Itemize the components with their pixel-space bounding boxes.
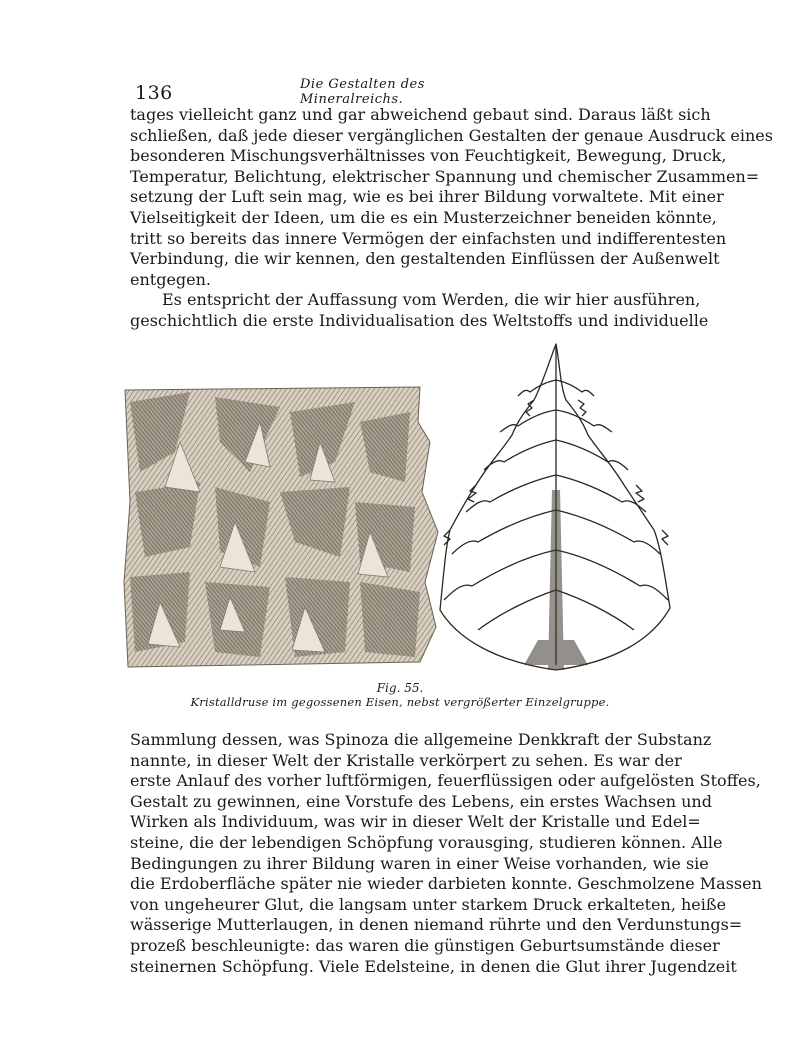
text-line: schließen, daß jede dieser vergänglichen Gestalten der genaue Ausdruck eines — [130, 125, 773, 145]
figure-55 — [120, 340, 680, 680]
text-line: tritt so bereits das innere Vermögen der einfachsten und indifferentesten — [130, 228, 727, 248]
text-line: entgegen. — [130, 269, 212, 289]
text-line: Sammlung dessen, was Spinoza die allgemeine Denkkraft der Substanz — [130, 730, 712, 749]
text-line: steinernen Schöpfung. Viele Edelsteine, in denen die Glut ihrer Jugendzeit — [130, 956, 737, 976]
text-line: die Erdoberfläche später nie wieder darbieten konnte. Geschmolzene Massen — [130, 874, 762, 894]
text-line: Es entspricht der Auffassung vom Werden, die wir hier ausführen, — [162, 290, 701, 310]
text-line: erste Anlauf des vorher luftförmigen, feuerflüssigen oder aufgelösten Stoffes, — [130, 771, 761, 791]
text-line: Bedingungen zu ihrer Bildung waren in einer Weise vorhanden, wie sie — [130, 853, 709, 873]
text-line: prozeß beschleunigte: das waren die günstigen Geburtsumstände dieser — [130, 935, 720, 955]
enlarged-crystal-group-drawing — [438, 340, 678, 675]
figure-label: Fig. 55. — [376, 681, 424, 695]
crystal-druse-engraving — [120, 382, 442, 672]
text-line: Wirken als Individuum, was wir in dieser Welt der Kristalle und Edel= — [130, 812, 701, 832]
text-line: tages vielleicht ganz und gar abweichend gebaut sind. Daraus läßt sich — [130, 105, 711, 124]
running-head: Die Gestalten des Mineralreichs. — [300, 77, 425, 107]
text-line: Vielseitigkeit der Ideen, um die es ein Musterzeichner beneiden könnte, — [130, 207, 717, 227]
page-number: 136 — [135, 82, 173, 104]
text-line: Verbindung, die wir kennen, den gestaltenden Einflüssen der Außenwelt — [130, 249, 720, 269]
text-line: setzung der Luft sein mag, wie es bei ihrer Bildung vorwaltete. Mit einer — [130, 187, 724, 207]
text-line: nannte, in dieser Welt der Kristalle verkörpert zu sehen. Es war der — [130, 750, 682, 770]
text-line: besonderen Mischungsverhältnisses von Feuchtigkeit, Bewegung, Druck, — [130, 146, 727, 166]
text-line: Temperatur, Belichtung, elektrischer Spannung und chemischer Zusammen= — [130, 166, 760, 186]
text-line: wässerige Mutterlaugen, in denen niemand rührte und den Verdunstungs= — [130, 915, 743, 935]
figure-caption: Kristalldruse im gegossenen Eisen, nebst vergrößerter Einzelgruppe. — [190, 695, 610, 709]
body-text-bottom — [130, 730, 762, 977]
text-line: Gestalt zu gewinnen, eine Vorstufe des Lebens, ein erstes Wachsen und — [130, 791, 712, 811]
text-line: von ungeheurer Glut, die langsam unter starkem Druck erkalteten, heiße — [130, 894, 727, 914]
body-text-top — [130, 105, 773, 332]
text-line: geschichtlich die erste Individualisation des Weltstoffs und individuelle — [130, 310, 709, 330]
text-line: steine, die der lebendigen Schöpfung vorausging, studieren können. Alle — [130, 832, 723, 852]
